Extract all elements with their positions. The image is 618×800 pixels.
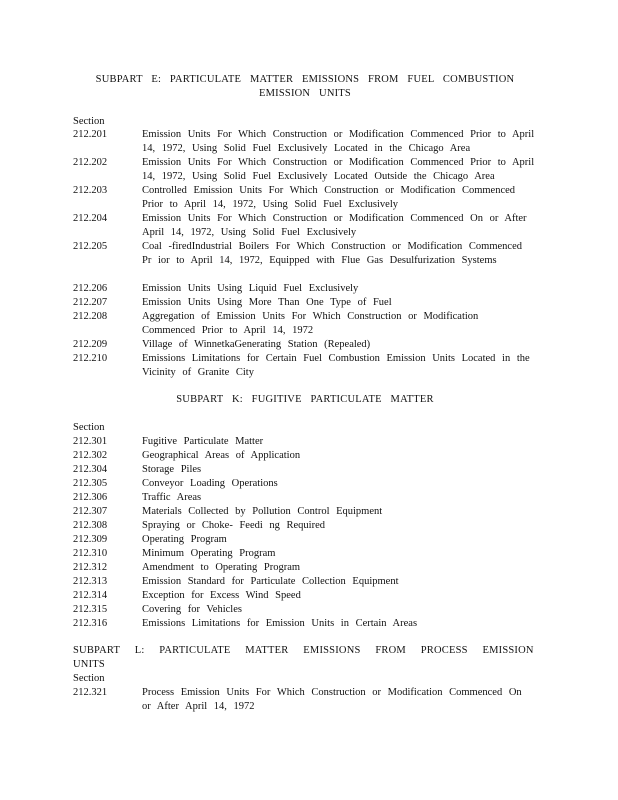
section-title: Materials Collected by Pollution Control Equipment <box>142 506 383 517</box>
section-number: 212.312 <box>73 562 108 573</box>
section-title: Controlled Emission Units For Which Construction or Modification Commenced Prior to April 14, 1972, Using Solid Fuel Exclusively <box>142 185 516 210</box>
section-title: Emission Units Using More Than One Type of Fuel <box>142 297 392 308</box>
section-number: 212.210 <box>73 353 108 364</box>
section-title: Coal -firedIndustrial Boilers For Which Construction or Modification Commenced Pr ior to April 14, 1972, Equipped with Flue Gas Desulfurization Systems <box>142 241 522 266</box>
section-title: Covering for Vehicles <box>142 604 242 615</box>
section-number: 212.301 <box>73 436 108 447</box>
section-title: Village of WinnetkaGenerating Station (Repealed) <box>142 339 371 350</box>
section-number: 212.310 <box>73 548 108 559</box>
section-number: 212.302 <box>73 450 108 461</box>
section-number: 212.209 <box>73 339 108 350</box>
section-title: Minimum Operating Program <box>142 548 276 559</box>
subpart-k-section-label: Section <box>73 422 105 433</box>
section-title: Operating Program <box>142 534 227 545</box>
section-number: 212.203 <box>73 185 108 196</box>
subpart-l-section-label: Section <box>73 673 105 684</box>
section-number: 212.201 <box>73 129 108 140</box>
section-title: Process Emission Units For Which Construction or Modification Commenced On or After April 14, 1972 <box>142 687 522 712</box>
section-title: Traffic Areas <box>142 492 202 503</box>
section-title: Emissions Limitations for Emission Units in Certain Areas <box>142 618 418 629</box>
subpart-k-heading: SUBPART K: FUGITIVE PARTICULATE MATTER <box>176 394 434 405</box>
section-title: Aggregation of Emission Units For Which Construction or Modification Commenced Prior to April 14, 1972 <box>142 311 479 336</box>
section-title: Emission Units For Which Construction or Modification Commenced On or After April 14, 1972, Using Solid Fuel Exclusively <box>142 213 527 238</box>
subpart-l-heading: SUBPART L: PARTICULATE MATTER EMISSIONS FROM PROCESS EMISSION UNITS <box>73 645 534 670</box>
subpart-e-section-label: Section <box>73 116 105 127</box>
section-title: Spraying or Choke- Feedi ng Required <box>142 520 326 531</box>
section-title: Amendment to Operating Program <box>142 562 301 573</box>
section-number: 212.204 <box>73 213 108 224</box>
subpart-e-heading-line1: SUBPART E: PARTICULATE MATTER EMISSIONS FROM FUEL COMBUSTION <box>95 74 515 85</box>
section-title: Emissions Limitations for Certain Fuel Combustion Emission Units Located in the Vicinity of Granite City <box>142 353 530 378</box>
section-number: 212.307 <box>73 506 108 517</box>
section-number: 212.308 <box>73 520 108 531</box>
section-number: 212.305 <box>73 478 108 489</box>
section-number: 212.316 <box>73 618 108 629</box>
section-number: 212.304 <box>73 464 108 475</box>
section-title: Fugitive Particulate Matter <box>142 436 264 447</box>
section-number: 212.208 <box>73 311 108 322</box>
section-number: 212.202 <box>73 157 108 168</box>
subpart-e-heading-line2: EMISSION UNITS <box>259 88 351 99</box>
section-number: 212.207 <box>73 297 108 308</box>
section-number: 212.206 <box>73 283 108 294</box>
section-title: Emission Standard for Particulate Collection Equipment <box>142 576 399 587</box>
section-title: Conveyor Loading Operations <box>142 478 278 489</box>
section-title: Storage Piles <box>142 464 202 475</box>
section-number: 212.306 <box>73 492 108 503</box>
section-number: 212.205 <box>73 241 108 252</box>
section-title: Geographical Areas of Application <box>142 450 301 461</box>
section-title: Emission Units For Which Construction or Modification Commenced Prior to April 14, 1972, Using Solid Fuel Exclusively Located in the Chicago Area <box>142 129 535 154</box>
section-number: 212.314 <box>73 590 108 601</box>
section-title: Emission Units Using Liquid Fuel Exclusively <box>142 283 359 294</box>
section-number: 212.315 <box>73 604 108 615</box>
section-number: 212.313 <box>73 576 108 587</box>
section-title: Exception for Excess Wind Speed <box>142 590 301 601</box>
section-number: 212.321 <box>73 687 108 698</box>
section-number: 212.309 <box>73 534 108 545</box>
section-title: Emission Units For Which Construction or Modification Commenced Prior to April 14, 1972, Using Solid Fuel Exclusively Located Outside the Chicago Area <box>142 157 535 182</box>
